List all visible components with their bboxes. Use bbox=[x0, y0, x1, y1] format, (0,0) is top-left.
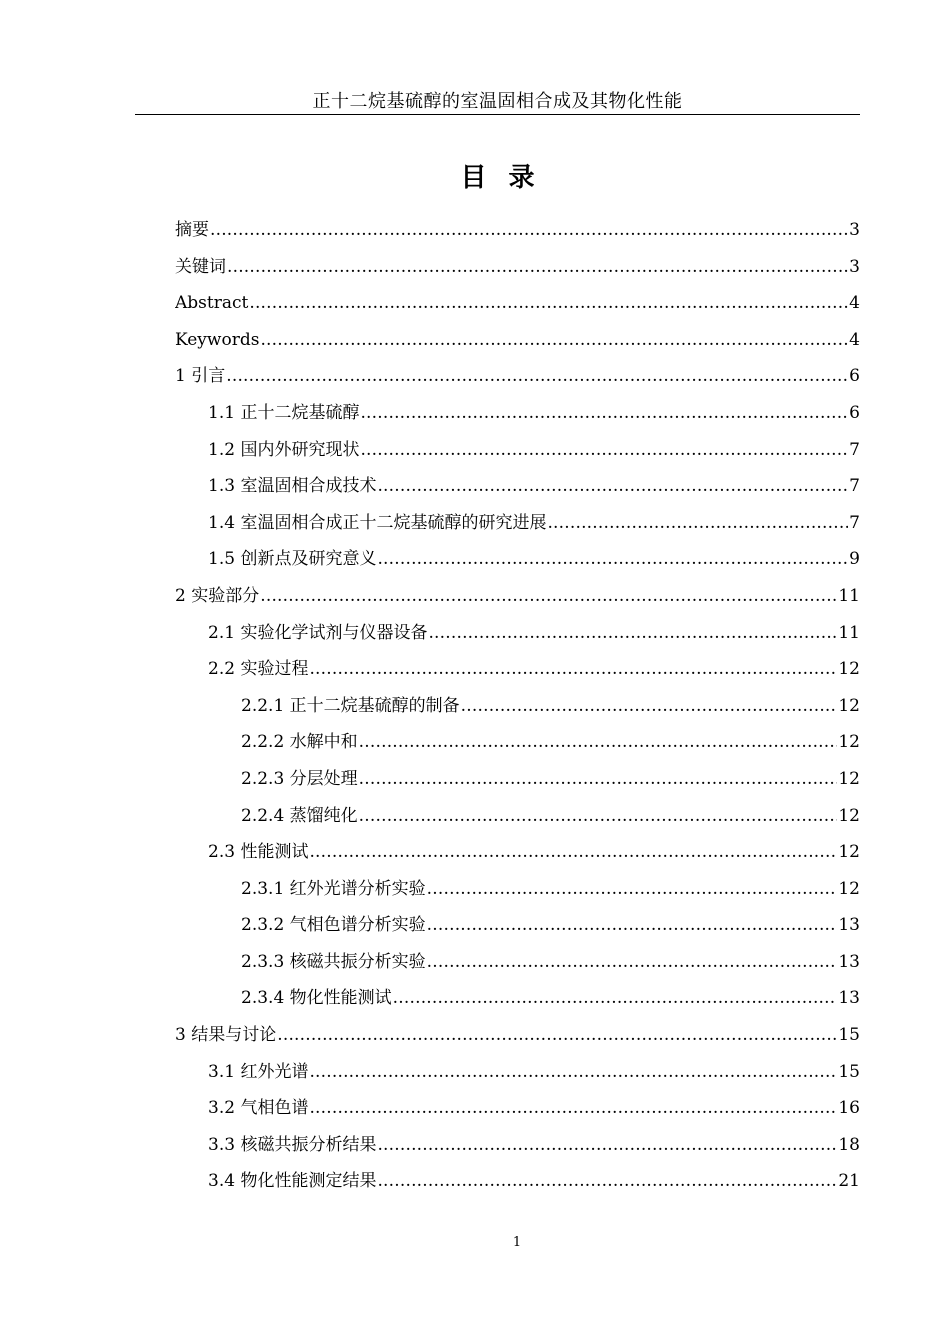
toc-entry-page: 15 bbox=[838, 1025, 860, 1046]
toc-entry-title: 1 引言 bbox=[175, 366, 226, 387]
toc-entry[interactable] bbox=[175, 285, 860, 322]
toc-entry-title: 3.3 核磁共振分析结果 bbox=[208, 1134, 377, 1155]
toc-entry[interactable] bbox=[175, 1127, 860, 1164]
toc-entry-title: 2.2.2 水解中和 bbox=[241, 732, 358, 753]
toc-entry-page: 12 bbox=[838, 768, 860, 789]
toc-entry-title: 摘要 bbox=[175, 220, 209, 240]
toc-entry-title: 3 结果与讨论 bbox=[175, 1025, 277, 1046]
dot-leader bbox=[360, 395, 848, 432]
toc-entry[interactable] bbox=[175, 505, 860, 542]
toc-entry-page: 12 bbox=[838, 659, 860, 680]
toc-entry[interactable] bbox=[175, 834, 860, 871]
toc-entry[interactable] bbox=[175, 1163, 860, 1200]
toc-entry[interactable] bbox=[175, 1017, 860, 1054]
toc-entry-title: 2.2.1 正十二烷基硫醇的制备 bbox=[241, 695, 460, 716]
toc-entry-page: 3 bbox=[849, 256, 860, 277]
dot-leader bbox=[377, 468, 848, 505]
toc-entry-page: 13 bbox=[838, 951, 860, 972]
toc-entry-title: 2 实验部分 bbox=[175, 585, 260, 606]
toc-entry-title: Abstract bbox=[175, 293, 249, 314]
toc-entry[interactable] bbox=[175, 615, 860, 652]
toc-entry-title: 3.2 气相色谱 bbox=[208, 1098, 309, 1119]
dot-leader bbox=[309, 651, 837, 688]
dot-leader bbox=[227, 249, 848, 286]
toc-entry-page: 12 bbox=[838, 842, 860, 863]
dot-leader bbox=[260, 322, 848, 359]
dot-leader bbox=[359, 798, 838, 835]
toc-entry[interactable] bbox=[175, 578, 860, 615]
toc-entry[interactable] bbox=[175, 980, 860, 1017]
toc-entry[interactable] bbox=[175, 432, 860, 469]
toc-entry-page: 12 bbox=[838, 805, 860, 826]
toc-entry-page: 4 bbox=[849, 329, 860, 350]
toc-entry[interactable] bbox=[175, 761, 860, 798]
dot-leader bbox=[260, 578, 837, 615]
toc-entry-title: 2.3.2 气相色谱分析实验 bbox=[241, 915, 426, 936]
toc-entry-title: 3.4 物化性能测定结果 bbox=[208, 1171, 377, 1192]
toc-entry-page: 12 bbox=[838, 878, 860, 899]
toc-entry[interactable] bbox=[175, 1054, 860, 1091]
toc-entry[interactable] bbox=[175, 798, 860, 835]
toc-entry[interactable] bbox=[175, 249, 860, 286]
page-number: 1 bbox=[512, 1235, 522, 1250]
toc-entry[interactable] bbox=[175, 358, 860, 395]
toc-entry-page: 21 bbox=[838, 1171, 860, 1192]
toc-entry-page: 7 bbox=[849, 512, 860, 533]
toc-entry-page: 16 bbox=[838, 1098, 860, 1119]
toc-entry-title: 1.1 正十二烷基硫醇 bbox=[208, 402, 360, 423]
dot-leader bbox=[309, 834, 837, 871]
toc-entry-title: 2.3.4 物化性能测试 bbox=[241, 988, 392, 1009]
toc-entry-title: 1.2 国内外研究现状 bbox=[208, 439, 360, 460]
toc-entry-page: 6 bbox=[849, 402, 860, 423]
toc-entry-page: 18 bbox=[838, 1134, 860, 1155]
toc-entry-title: 2.2 实验过程 bbox=[208, 659, 309, 680]
table-of-contents bbox=[175, 212, 860, 1200]
dot-leader bbox=[309, 1054, 837, 1091]
toc-entry-title: 2.3.1 红外光谱分析实验 bbox=[241, 878, 426, 899]
dot-leader bbox=[427, 871, 838, 908]
toc-entry-title: 1.5 创新点及研究意义 bbox=[208, 549, 377, 570]
dot-leader bbox=[377, 541, 848, 578]
running-header: 正十二烷基硫醇的室温固相合成及其物化性能 bbox=[312, 91, 683, 112]
dot-leader bbox=[309, 1090, 837, 1127]
toc-entry-page: 11 bbox=[838, 622, 860, 643]
toc-entry-title: 2.3 性能测试 bbox=[208, 842, 309, 863]
toc-entry-page: 7 bbox=[849, 439, 860, 460]
toc-entry-title: 2.1 实验化学试剂与仪器设备 bbox=[208, 622, 428, 643]
toc-entry-page: 11 bbox=[838, 585, 860, 606]
dot-leader bbox=[461, 688, 838, 725]
dot-leader bbox=[360, 432, 848, 469]
toc-entry-page: 7 bbox=[849, 476, 860, 497]
toc-entry-page: 6 bbox=[849, 366, 860, 387]
dot-leader bbox=[427, 907, 838, 944]
toc-entry[interactable] bbox=[175, 651, 860, 688]
dot-leader bbox=[226, 358, 848, 395]
toc-entry-page: 13 bbox=[838, 915, 860, 936]
dot-leader bbox=[277, 1017, 837, 1054]
toc-entry-title: 2.3.3 核磁共振分析实验 bbox=[241, 951, 426, 972]
toc-title: 目录 bbox=[460, 163, 557, 193]
toc-entry-page: 3 bbox=[849, 220, 860, 240]
dot-leader bbox=[428, 615, 837, 652]
dot-leader bbox=[377, 1127, 837, 1164]
toc-entry-page: 15 bbox=[838, 1061, 860, 1082]
toc-entry-page: 12 bbox=[838, 732, 860, 753]
toc-entry[interactable] bbox=[175, 871, 860, 908]
toc-entry-title: 1.3 室温固相合成技术 bbox=[208, 476, 377, 497]
toc-entry[interactable] bbox=[175, 212, 860, 249]
toc-entry[interactable] bbox=[175, 907, 860, 944]
header-rule bbox=[135, 114, 860, 115]
dot-leader bbox=[427, 944, 838, 981]
toc-entry-page: 9 bbox=[849, 549, 860, 570]
dot-leader bbox=[359, 724, 838, 761]
dot-leader bbox=[393, 980, 838, 1017]
toc-entry[interactable] bbox=[175, 395, 860, 432]
toc-entry-title: Keywords bbox=[175, 329, 260, 350]
toc-entry[interactable] bbox=[175, 1090, 860, 1127]
dot-leader bbox=[210, 212, 848, 249]
toc-entry[interactable] bbox=[175, 944, 860, 981]
toc-entry-title: 2.2.3 分层处理 bbox=[241, 768, 358, 789]
toc-entry-title: 1.4 室温固相合成正十二烷基硫醇的研究进展 bbox=[208, 512, 547, 533]
toc-entry[interactable] bbox=[175, 468, 860, 505]
toc-entry-title: 关键词 bbox=[175, 256, 226, 277]
toc-entry-page: 4 bbox=[849, 293, 860, 314]
toc-entry[interactable] bbox=[175, 724, 860, 761]
dot-leader bbox=[359, 761, 838, 798]
dot-leader bbox=[377, 1163, 837, 1200]
dot-leader bbox=[249, 285, 848, 322]
toc-entry[interactable] bbox=[175, 688, 860, 725]
toc-entry[interactable] bbox=[175, 322, 860, 359]
toc-entry-page: 13 bbox=[838, 988, 860, 1009]
toc-entry-title: 3.1 红外光谱 bbox=[208, 1061, 309, 1082]
toc-entry-page: 12 bbox=[838, 695, 860, 716]
toc-entry[interactable] bbox=[175, 541, 860, 578]
dot-leader bbox=[547, 505, 848, 542]
toc-entry-title: 2.2.4 蒸馏纯化 bbox=[241, 805, 358, 826]
